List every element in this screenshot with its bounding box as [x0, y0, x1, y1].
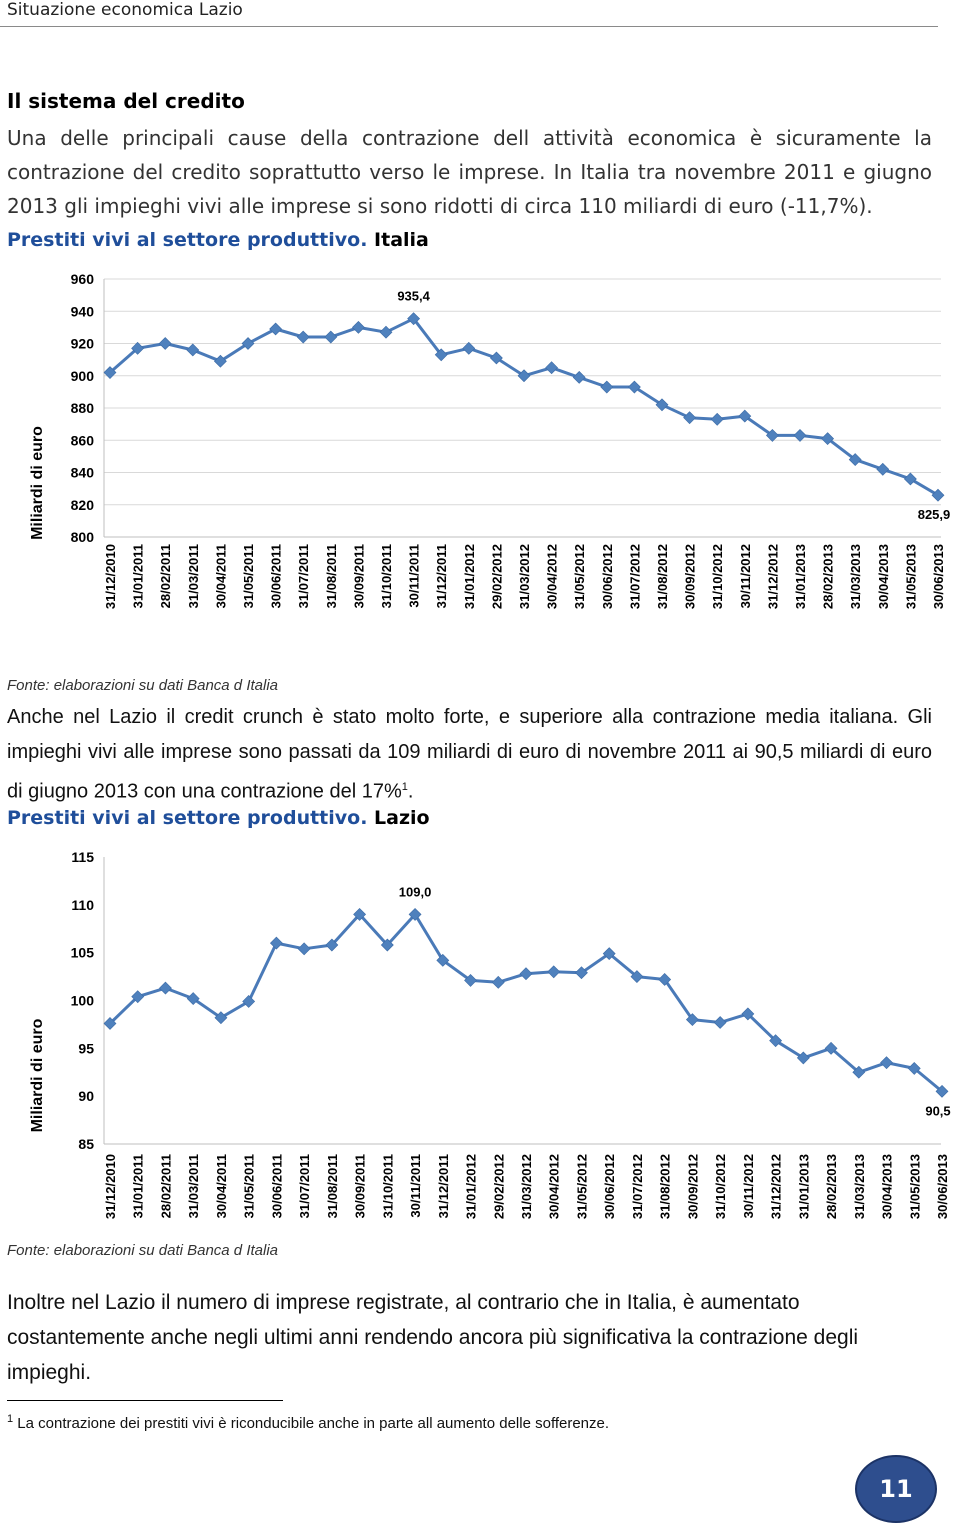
italia-data-label: 825,9 [917, 507, 951, 523]
italia-xtick-label: 31/01/2013 [793, 544, 808, 610]
italia-xtick-label: 31/03/2012 [517, 544, 532, 610]
italia-point [159, 338, 171, 350]
lazio-series-line [110, 914, 942, 1091]
lazio-xtick-label: 31/12/2010 [103, 1154, 118, 1220]
italia-point [325, 331, 337, 343]
italia-xtick-label: 30/04/2011 [213, 544, 229, 609]
footnote-rule [7, 1400, 283, 1401]
footnote-ref[interactable]: 1 [401, 781, 408, 793]
footnote [7, 1413, 609, 1432]
italia-point [573, 371, 585, 383]
chart-italia-source: Fonte: elaborazioni su dati Banca d Italia [7, 677, 279, 694]
italia-xtick-label: 31/05/2012 [572, 544, 588, 610]
chart-italia-title-suffix: Italia [367, 229, 429, 251]
italia-ytick-label: 920 [70, 335, 94, 352]
chart-lazio-source: Fonte: elaborazioni su dati Banca d Italia [7, 1242, 279, 1259]
italia-ytick-label: 880 [70, 400, 94, 416]
italia-point [794, 429, 806, 441]
italia-point [270, 323, 282, 335]
header-rule [0, 26, 938, 27]
italia-ytick-label: 840 [70, 464, 94, 481]
lazio-point [548, 966, 560, 978]
lazio-ytick-label: 110 [71, 896, 94, 913]
lazio-point [270, 937, 282, 949]
italia-xtick-label: 30/11/2012 [737, 544, 753, 609]
italia-xtick-label: 30/04/2013 [875, 544, 891, 610]
intro-paragraph [7, 121, 932, 223]
chart-lazio-title [7, 807, 430, 829]
lazio-point [881, 1057, 893, 1069]
chart-italia [0, 262, 960, 662]
italia-xtick-label: 31/05/2013 [903, 544, 919, 610]
lazio-xtick-label: 31/03/2012 [519, 1154, 534, 1220]
footnote-text: La contrazione dei prestiti vivi è riconducibile anche in parte all aumento delle sofferenze. [17, 1415, 610, 1432]
italia-xtick-label: 31/07/2011 [296, 544, 312, 609]
lazio-xtick-label: 31/05/2013 [907, 1154, 923, 1220]
italia-xtick-label: 31/01/2011 [130, 544, 146, 609]
italia-xtick-label: 28/02/2013 [820, 544, 836, 610]
page-number: 11 [879, 1475, 913, 1503]
italia-xtick-label: 29/02/2012 [489, 544, 505, 610]
lazio-xtick-label: 31/05/2011 [241, 1154, 257, 1219]
italia-point [546, 362, 558, 374]
chart-italia-title-prefix: Prestiti vivi al settore produttivo. [7, 229, 368, 251]
lazio-xtick-label: 31/05/2012 [574, 1154, 590, 1220]
running-header: Situazione economica Lazio [7, 0, 243, 20]
italia-xtick-label: 28/02/2011 [158, 544, 174, 609]
lazio-ytick-label: 85 [78, 1136, 94, 1152]
lazio-xtick-label: 30/04/2013 [879, 1154, 895, 1220]
italia-xtick-label: 31/07/2012 [627, 544, 643, 610]
lazio-xtick-label: 31/01/2012 [463, 1154, 479, 1220]
italia-xtick-label: 30/11/2011 [406, 544, 422, 608]
italia-ytick-label: 820 [70, 496, 94, 513]
italia-xtick-label: 31/03/2013 [848, 544, 864, 610]
italia-point [352, 321, 364, 333]
italia-xtick-label: 30/06/2012 [599, 544, 615, 610]
lazio-xtick-label: 30/06/2012 [602, 1154, 618, 1220]
footnote-number: 1 [7, 1413, 14, 1425]
lazio-xtick-label: 31/10/2012 [713, 1154, 729, 1220]
lazio-ytick-label: 115 [71, 849, 94, 865]
italia-xtick-label: 31/12/2012 [765, 544, 781, 610]
italia-series-line [110, 319, 938, 496]
lazio-data-label: 90,5 [925, 1103, 951, 1119]
italia-xtick-label: 30/09/2011 [351, 544, 367, 609]
lazio-xtick-label: 31/12/2012 [768, 1154, 784, 1220]
chart-italia-title [7, 229, 429, 251]
lazio-point [492, 976, 504, 988]
lazio-xtick-label: 31/10/2011 [380, 1154, 396, 1219]
lazio-xtick-label: 31/01/2013 [796, 1154, 812, 1220]
lazio-paragraph [7, 700, 932, 810]
italia-xtick-label: 31/08/2011 [323, 544, 339, 609]
lazio-data-label: 109,0 [398, 884, 432, 900]
lazio-xtick-label: 30/04/2011 [213, 1154, 229, 1219]
italia-xtick-label: 31/03/2011 [185, 544, 201, 609]
italia-xtick-label: 30/09/2012 [682, 544, 698, 610]
italia-ytick-label: 960 [70, 271, 94, 287]
lazio-xtick-label: 31/07/2012 [629, 1154, 645, 1220]
italia-point [187, 344, 199, 356]
lazio-xtick-label: 31/01/2011 [130, 1154, 146, 1219]
lazio-paragraph-end: . [407, 780, 414, 803]
lazio-xtick-label: 30/11/2012 [740, 1154, 756, 1219]
lazio-xtick-label: 30/06/2011 [269, 1154, 285, 1219]
lazio-xtick-label: 30/09/2012 [685, 1154, 701, 1220]
lazio-xtick-label: 30/09/2011 [352, 1154, 368, 1219]
lazio-xtick-label: 31/08/2012 [657, 1154, 673, 1220]
imprese-paragraph: Inoltre nel Lazio il numero di imprese registrate, al contrario che in Italia, è aumentato costantemente anche negli ultimi anni rendendo ancora più significativa la contrazione degli impieghi. [7, 1291, 859, 1384]
chart-lazio [0, 840, 960, 1230]
italia-xtick-label: 30/06/2011 [268, 544, 284, 609]
lazio-point [159, 982, 171, 994]
intro-text: Una delle principali cause della contrazione dell attività economica è sicuramente la contrazione del credito soprattutto verso le imprese. In Italia tra novembre 2011 e giugno 2013 gli impieghi vivi alle imprese si sono ridotti di circa 110 miliardi di euro (-11,7%). [7, 126, 932, 218]
lazio-xtick-label: 30/11/2011 [408, 1154, 424, 1218]
lazio-ylabel: Miliardi di euro [29, 1018, 46, 1133]
italia-xtick-label: 31/12/2011 [434, 544, 450, 609]
italia-point [297, 331, 309, 343]
lazio-xtick-label: 28/02/2013 [824, 1154, 840, 1220]
lazio-xtick-label: 31/03/2011 [186, 1154, 202, 1219]
italia-ytick-label: 940 [70, 303, 94, 320]
italia-xtick-label: 31/12/2010 [103, 544, 118, 610]
lazio-point [298, 943, 310, 955]
lazio-ytick-label: 90 [78, 1088, 94, 1105]
italia-ytick-label: 900 [70, 367, 94, 384]
italia-ylabel: Miliardi di euro [29, 426, 46, 540]
lazio-xtick-label: 30/04/2012 [546, 1154, 562, 1220]
italia-point [601, 381, 613, 393]
italia-xtick-label: 31/01/2012 [461, 544, 477, 610]
italia-point [380, 326, 392, 338]
lazio-point [520, 968, 532, 980]
page-number-badge [855, 1455, 937, 1523]
italia-xtick-label: 31/05/2011 [241, 544, 256, 609]
italia-point [711, 413, 723, 425]
lazio-xtick-label: 31/08/2011 [324, 1154, 340, 1219]
italia-point [684, 412, 696, 424]
italia-xtick-label: 30/04/2012 [544, 544, 560, 610]
italia-xtick-label: 30/06/2013 [931, 544, 946, 610]
lazio-ytick-label: 95 [78, 1040, 94, 1057]
italia-ytick-label: 860 [70, 432, 94, 449]
section-title: Il sistema del credito [7, 89, 245, 113]
lazio-xtick-label: 29/02/2012 [491, 1154, 507, 1220]
italia-xtick-label: 31/10/2011 [379, 544, 394, 609]
lazio-xtick-label: 31/07/2011 [297, 1154, 313, 1219]
lazio-ytick-label: 105 [70, 944, 94, 961]
italia-point [463, 342, 475, 354]
lazio-xtick-label: 28/02/2011 [158, 1154, 174, 1219]
lazio-xtick-label: 31/03/2013 [851, 1154, 867, 1220]
chart-lazio-title-prefix: Prestiti vivi al settore produttivo. [7, 807, 368, 829]
lazio-point [714, 1017, 726, 1029]
lazio-xtick-label: 30/06/2013 [935, 1154, 950, 1220]
italia-ytick-label: 800 [70, 529, 94, 545]
lazio-ytick-label: 100 [70, 992, 94, 1009]
italia-xtick-label: 31/10/2012 [710, 544, 726, 610]
italia-data-label: 935,4 [397, 288, 430, 304]
lazio-xtick-label: 31/12/2011 [435, 1154, 451, 1219]
lazio-paragraph-text: Anche nel Lazio il credit crunch è stato molto forte, e superiore alla contrazione media italiana. Gli impieghi vivi alle imprese sono passati da 109 miliardi di euro di novembre 2011 ai 90,5 miliardi di euro di giugno 2013 con una contrazione del 17% [7, 706, 932, 803]
italia-point [877, 463, 889, 475]
italia-point [904, 473, 916, 485]
chart-lazio-title-suffix: Lazio [367, 807, 430, 829]
italia-xtick-label: 31/08/2012 [655, 544, 670, 610]
